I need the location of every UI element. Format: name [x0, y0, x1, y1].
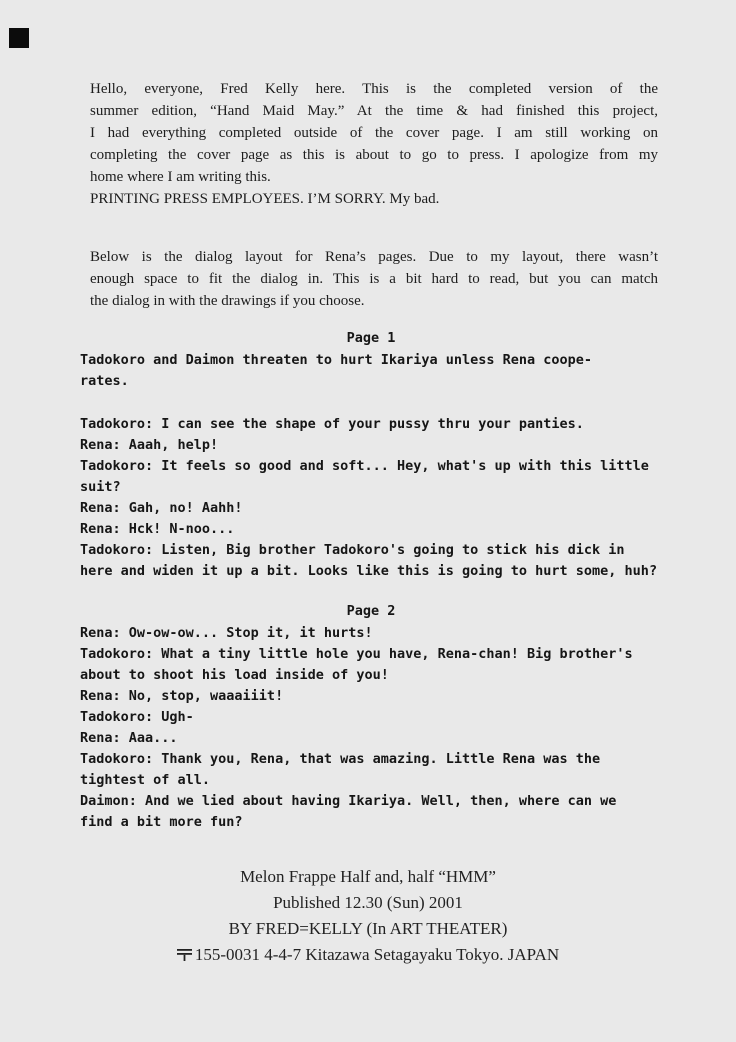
- intro-line: I had everything completed outside of the cover page. I am still working on: [90, 125, 658, 141]
- corner-registration-mark: [9, 28, 29, 48]
- dialog-line: here and widen it up a bit. Looks like this is going to hurt some, huh?: [80, 563, 658, 579]
- colophon-address-line: [0, 942, 736, 968]
- colophon-byline: BY FRED=KELLY (In ART THEATER): [228, 919, 508, 938]
- dialog-line: Rena: Hck! N-noo...: [80, 521, 235, 537]
- dialog-line: tightest of all.: [80, 772, 211, 788]
- dialog-line: about to shoot his load inside of you!: [80, 667, 389, 683]
- dialog-line: Rena: No, stop, waaaiiit!: [80, 688, 284, 704]
- dialog-line: Rena: Aaah, help!: [80, 437, 219, 453]
- dialog-line: Tadokoro: Listen, Big brother Tadokoro's going to stick his dick in: [80, 542, 625, 558]
- page1-dialog: [80, 414, 662, 582]
- dialog-line: Rena: Gah, no! Aahh!: [80, 500, 243, 516]
- intro-line: home where I am writing this.: [90, 169, 271, 185]
- dialog-line: Tadokoro: It feels so good and soft... Hey, what's up with this little: [80, 458, 649, 474]
- intro-paragraph: [90, 78, 658, 210]
- dialog-line: Daimon: And we lied about having Ikariya. Well, then, where can we: [80, 793, 617, 809]
- colophon-title: Melon Frappe Half and, half “HMM”: [240, 867, 496, 886]
- colophon-address: 155-0031 4-4-7 Kitazawa Setagayaku Tokyo. JAPAN: [194, 945, 560, 964]
- dialog-line: Tadokoro: Ugh-: [80, 709, 194, 725]
- intro-line: summer edition, “Hand Maid May.” At the time & had finished this project,: [90, 103, 658, 119]
- dialog-line: Tadokoro: What a tiny little hole you have, Rena-chan! Big brother's: [80, 646, 633, 662]
- page2-dialog: [80, 623, 662, 833]
- dialog-line: suit?: [80, 479, 121, 495]
- notice-line: enough space to fit the dialog in. This is a bit hard to read, but you can match: [90, 271, 658, 287]
- notice-line: Below is the dialog layout for Rena’s pages. Due to my layout, there wasn’t: [90, 249, 658, 265]
- dialog-line: Rena: Aaa...: [80, 730, 178, 746]
- postal-mark-icon: [177, 943, 192, 968]
- notice-paragraph: [90, 246, 658, 312]
- page1-summary: [80, 350, 662, 392]
- summary-line: rates.: [80, 373, 129, 389]
- colophon-published: Published 12.30 (Sun) 2001: [273, 893, 463, 912]
- dialog-line: Tadokoro: Thank you, Rena, that was amazing. Little Rena was the: [80, 751, 601, 767]
- page2-heading: Page 2: [346, 603, 396, 619]
- intro-line: Hello, everyone, Fred Kelly here. This is the completed version of the: [90, 81, 658, 97]
- dialog-line: Tadokoro: I can see the shape of your pussy thru your panties.: [80, 416, 584, 432]
- page1-heading: Page 1: [346, 330, 396, 346]
- notice-line: the dialog in with the drawings if you choose.: [90, 293, 365, 309]
- dialog-line: Rena: Ow-ow-ow... Stop it, it hurts!: [80, 625, 373, 641]
- summary-line: Tadokoro and Daimon threaten to hurt Ikariya unless Rena coope-: [80, 352, 593, 368]
- colophon: [0, 864, 736, 968]
- dialog-line: find a bit more fun?: [80, 814, 243, 830]
- intro-line: completing the cover page as this is about to go to press. I apologize from my: [90, 147, 658, 163]
- apology-line: PRINTING PRESS EMPLOYEES. I’M SORRY. My bad.: [90, 191, 440, 207]
